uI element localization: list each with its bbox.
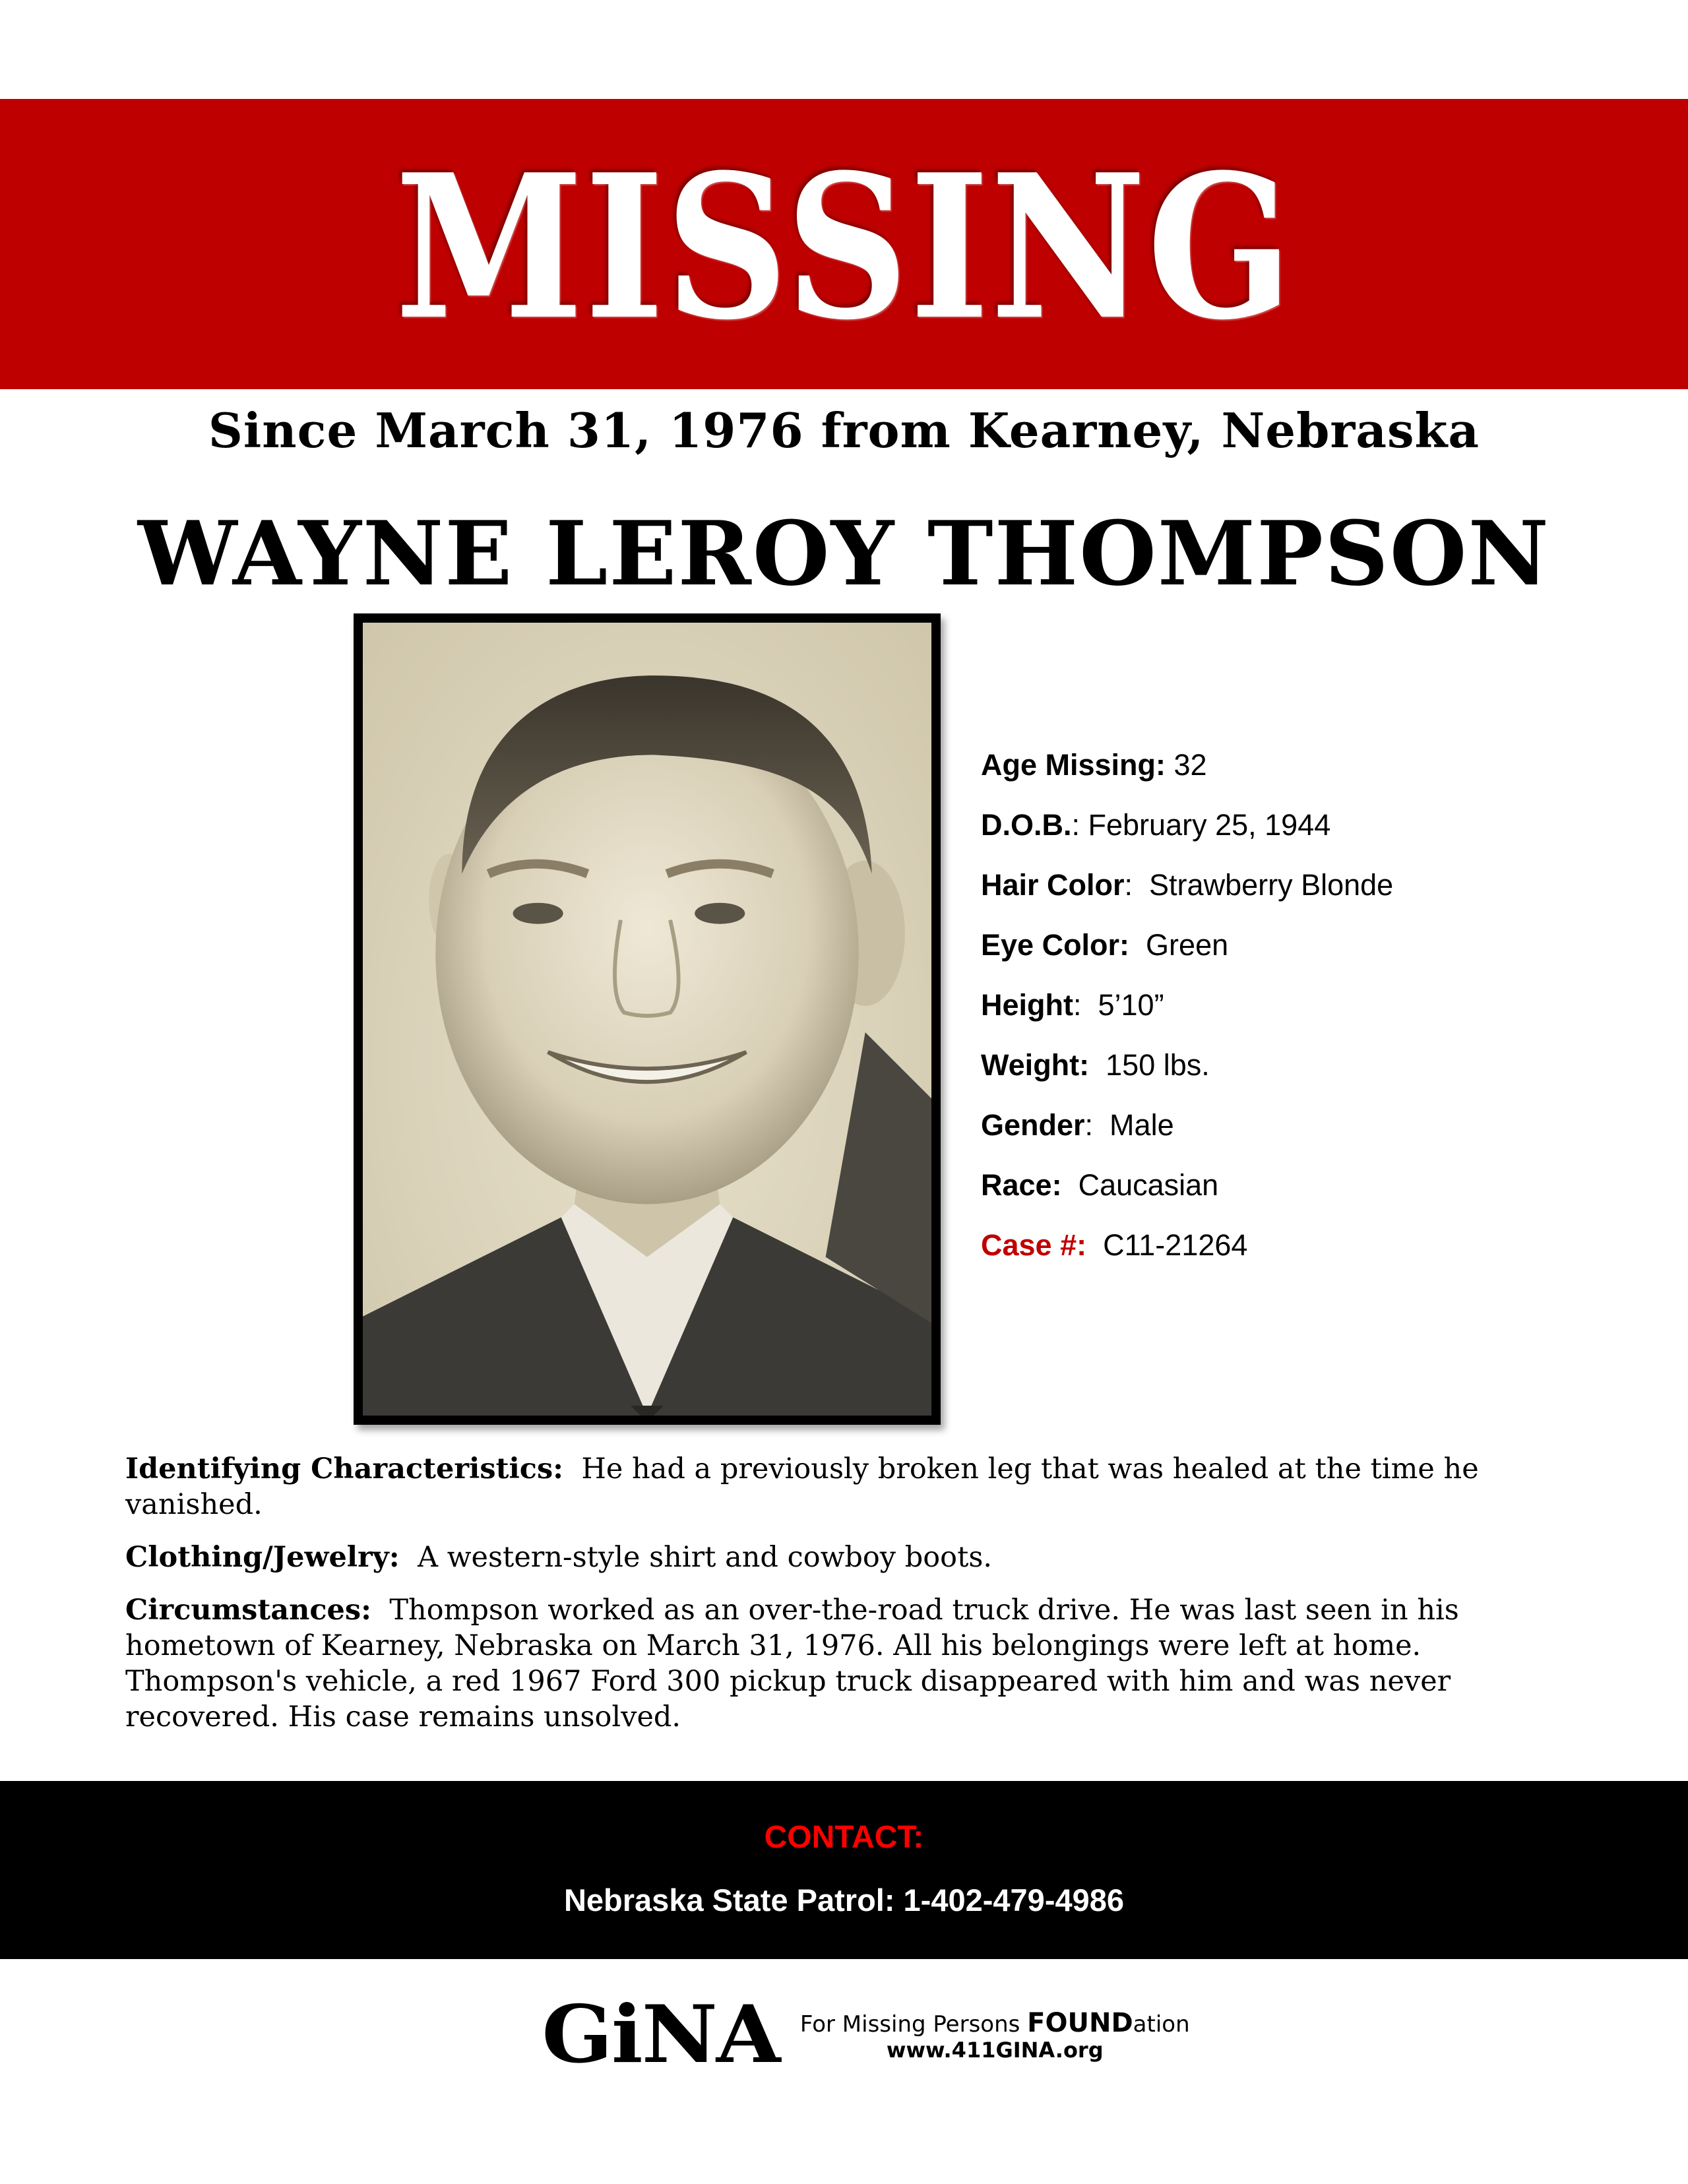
fact-label: Race: (981, 1168, 1062, 1202)
person-name: WAYNE LEROY THOMPSON (137, 501, 1550, 606)
case-number-value: C11-21264 (1086, 1228, 1248, 1262)
circumstances (125, 1592, 1563, 1735)
missing-banner (0, 99, 1688, 389)
case-number-label: Case #: (981, 1228, 1087, 1262)
clothing-jewelry (125, 1540, 1563, 1575)
fact-dob (981, 804, 1393, 864)
gina-tagline (800, 2008, 1190, 2038)
banner-title: MISSING (394, 131, 1294, 363)
physical-description-list (981, 744, 1393, 1284)
case-details (125, 1451, 1563, 1752)
fact-value: : Strawberry Blonde (1124, 868, 1394, 902)
circumstances-text: Thompson worked as an over-the-road truck drive. He was last seen in his hometown of Kearney, Nebraska on March 31, 1976. All his belongings were left at home. Thompson's vehicle, a red 1967 Ford 300 pickup truck disappeared with him and was never recovered. His case remains unsolved. (125, 1594, 1459, 1733)
fact-label: Age Missing: (981, 748, 1166, 782)
identifying-characteristics (125, 1451, 1563, 1522)
fact-value: : February 25, 1944 (1071, 808, 1331, 842)
gina-logo-mark: GiNA (542, 1988, 780, 2081)
fact-label: Eye Color: (981, 928, 1130, 962)
fact-label: Hair Color (981, 868, 1125, 902)
gina-website-link[interactable]: www.411GINA.org (886, 2037, 1104, 2063)
fact-value: 32 (1166, 748, 1207, 782)
fact-label: D.O.B. (981, 808, 1072, 842)
fact-value: Caucasian (1061, 1168, 1219, 1202)
fact-age-missing (981, 744, 1393, 804)
fact-eye-color (981, 924, 1393, 984)
tagline-bold: FOUND (1027, 2007, 1133, 2038)
fact-label: Height (981, 988, 1073, 1022)
contact-title: CONTACT: (764, 1820, 924, 1855)
portrait-photo-frame (354, 613, 941, 1425)
fact-value: 150 lbs. (1089, 1048, 1210, 1082)
fact-label: Gender (981, 1108, 1085, 1142)
fact-race (981, 1164, 1393, 1224)
fact-label: Weight: (981, 1048, 1090, 1082)
fact-case-number (981, 1224, 1393, 1284)
fact-gender (981, 1104, 1393, 1164)
contact-bar (0, 1781, 1688, 1959)
identifying-label: Identifying Characteristics: (125, 1452, 564, 1485)
fact-value: : Male (1084, 1108, 1174, 1142)
fact-weight (981, 1044, 1393, 1104)
fact-hair-color (981, 864, 1393, 924)
clothing-label: Clothing/Jewelry: (125, 1541, 400, 1574)
tagline-suffix: ation (1133, 2011, 1190, 2038)
gina-logo-text (800, 2008, 1190, 2063)
fact-height (981, 984, 1393, 1044)
contact-phone[interactable]: Nebraska State Patrol: 1-402-479-4986 (563, 1883, 1125, 1918)
fact-value: : 5’10” (1073, 988, 1164, 1022)
clothing-text: A western-style shirt and cowboy boots. (418, 1541, 993, 1574)
gina-logo (542, 1988, 1190, 2081)
fact-value: Green (1129, 928, 1229, 962)
circumstances-label: Circumstances: (125, 1594, 371, 1627)
tagline-prefix: For Missing Persons (799, 2011, 1028, 2038)
missing-since-line: Since March 31, 1976 from Kearney, Nebraska (208, 402, 1480, 458)
portrait-photo (363, 623, 931, 1416)
identifying-text: He had a previously broken leg that was healed at the time he vanished. (125, 1452, 1479, 1521)
